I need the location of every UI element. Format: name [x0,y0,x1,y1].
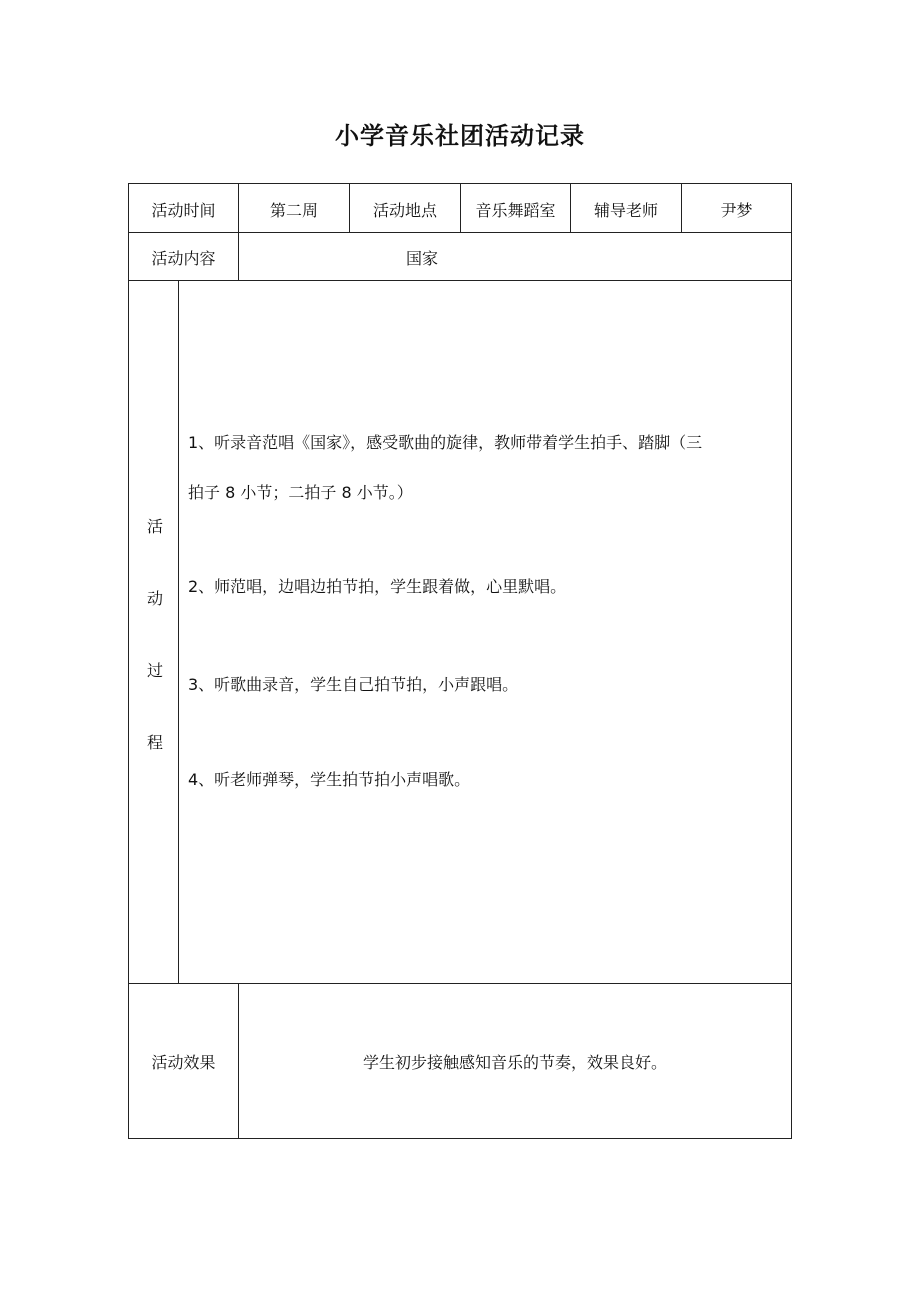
place-label: 活动地点 [372,201,437,220]
effect-value: 学生初步接触感知音乐的节奏，效果良好。 [362,1053,667,1072]
table-border-left [128,183,129,1139]
process-step-3: 3、听歌曲录音，学生自己拍节拍，小声跟唱。 [188,675,519,694]
process-step-2: 2、师范唱，边唱边拍节拍，学生跟着做，心里默唱。 [188,577,567,596]
process-label-char: 程 [146,733,163,752]
content-label: 活动内容 [151,249,216,268]
page-title: 小学音乐社团活动记录 [335,122,585,150]
content-value: 国家 [406,249,439,268]
process-step-1-line-1: 1、听录音范唱《国家》，感受歌曲的旋律，教师带着学生拍手、踏脚（三 [188,433,703,452]
effect-label: 活动效果 [151,1053,216,1072]
table-row-divider [128,280,792,281]
process-label-char: 活 [146,517,163,536]
process-label-char: 过 [146,661,163,680]
table-row-divider [128,983,792,984]
process-label-char: 动 [146,589,163,608]
table-border-bottom [128,1138,792,1139]
teacher-label: 辅导老师 [593,201,658,220]
time-label: 活动时间 [151,201,216,220]
place-value: 音乐舞蹈室 [475,201,556,220]
teacher-value: 尹梦 [720,201,753,220]
process-step-1-line-2: 拍子 8 小节；二拍子 8 小节。） [188,483,413,502]
table-col-divider [178,280,179,983]
time-value: 第二周 [269,201,318,220]
table-row-divider [128,232,792,233]
table-col-divider [238,232,239,280]
table-border-right [791,183,792,1139]
process-step-4: 4、听老师弹琴，学生拍节拍小声唱歌。 [188,770,471,789]
